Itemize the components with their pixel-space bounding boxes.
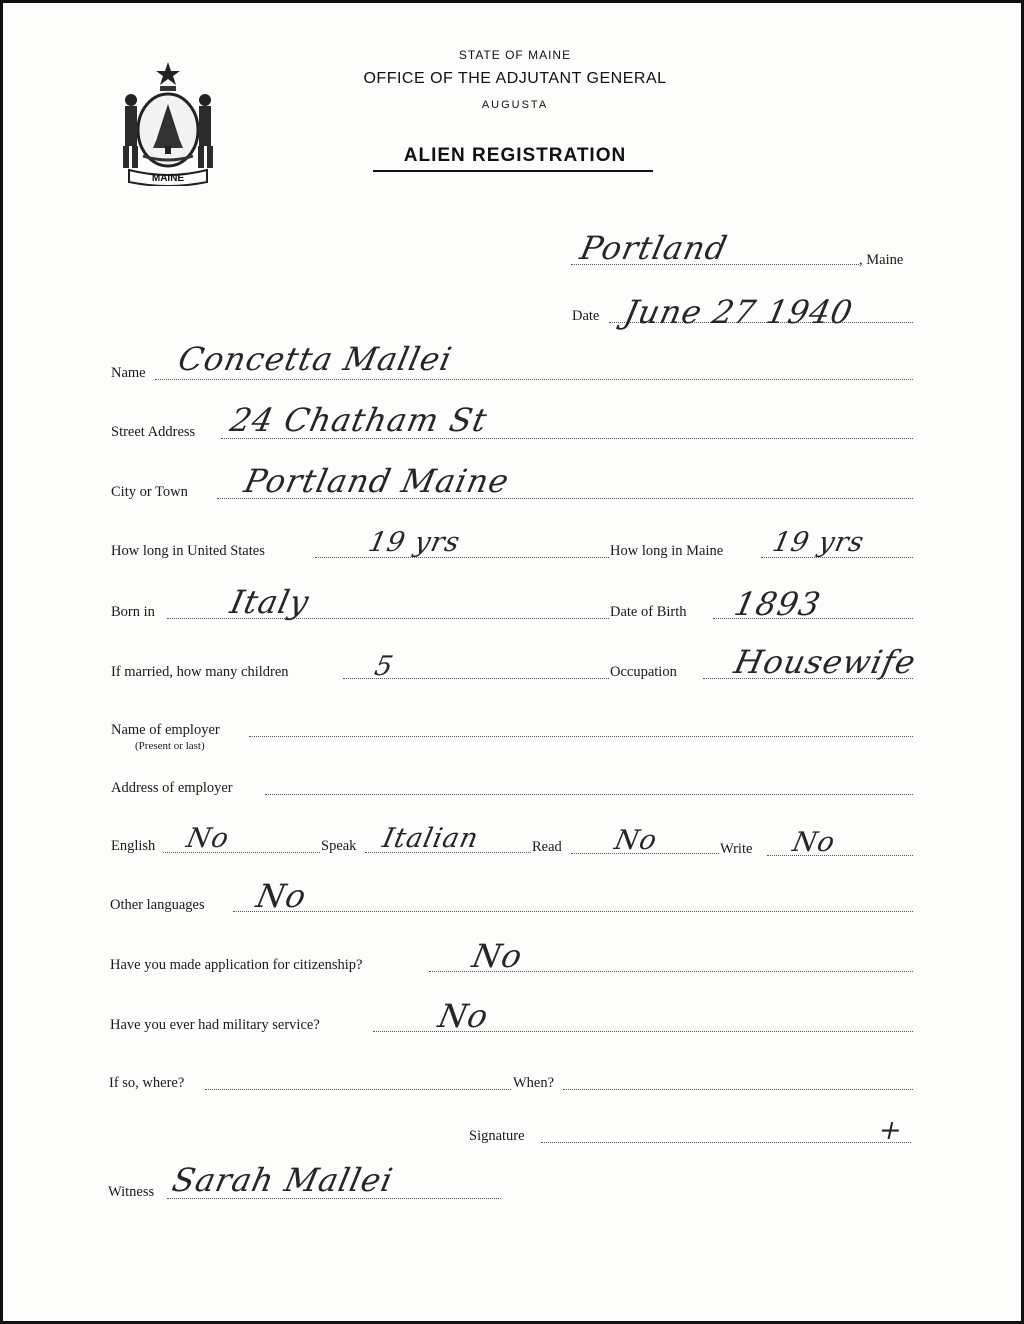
maine-label: , Maine: [859, 252, 904, 268]
born-in-label: Born in: [111, 604, 155, 620]
signature-label: Signature: [469, 1128, 525, 1144]
how-long-us-label: How long in United States: [111, 543, 265, 559]
date-of-birth-label: Date of Birth: [610, 604, 687, 620]
name-line: [155, 379, 913, 380]
date-of-birth-value: 1893: [730, 585, 825, 623]
city-value: Portland Maine: [240, 462, 513, 500]
street-address-label: Street Address: [111, 424, 196, 440]
write-value: No: [789, 827, 839, 858]
header-city: AUGUSTA: [481, 99, 549, 111]
how-long-us-value: 19 yrs: [365, 527, 464, 558]
children-value: 5: [371, 651, 397, 682]
witness-value: Sarah Mallei: [168, 1161, 397, 1199]
read-label: Read: [532, 839, 562, 855]
citizenship-label: Have you made application for citizenship?: [110, 957, 363, 973]
city-label: City or Town: [111, 484, 188, 500]
employer-note: (Present or last): [135, 740, 205, 752]
title-underline: [373, 170, 653, 172]
employer-address-label: Address of employer: [111, 780, 233, 796]
how-long-maine-value: 19 yrs: [769, 527, 868, 558]
street-address-value: 24 Chatham St: [226, 401, 491, 439]
born-in-value: Italy: [226, 583, 313, 621]
military-value: No: [434, 997, 493, 1035]
witness-label: Witness: [108, 1184, 155, 1200]
place-value: Portland: [576, 229, 732, 267]
when-label: When?: [513, 1075, 555, 1091]
employer-name-label: Name of employer: [111, 722, 220, 738]
military-label: Have you ever had military service?: [110, 1017, 320, 1033]
if-so-where-label: If so, where?: [109, 1075, 185, 1091]
employer-name-line: [249, 736, 913, 737]
header-state: STATE OF MAINE: [458, 48, 572, 62]
name-value: Concetta Mallei: [174, 340, 456, 378]
signature-value: +: [875, 1115, 906, 1146]
when-line: [563, 1089, 913, 1090]
english-value: No: [183, 823, 233, 854]
signature-line: [541, 1142, 911, 1143]
children-label: If married, how many children: [111, 664, 289, 680]
date-label: Date: [572, 308, 600, 324]
svg-text:MAINE: MAINE: [151, 173, 185, 184]
form-title: ALIEN REGISTRATION: [403, 145, 627, 166]
how-long-maine-label: How long in Maine: [610, 543, 724, 559]
read-value: No: [611, 825, 661, 856]
speak-label: Speak: [321, 838, 357, 854]
citizenship-value: No: [468, 937, 527, 975]
write-line: [767, 855, 913, 856]
how-long-us-line: [315, 557, 609, 558]
write-label: Write: [720, 841, 753, 857]
english-label: English: [111, 838, 156, 854]
other-languages-value: No: [252, 877, 311, 915]
employer-address-line: [265, 794, 913, 795]
occupation-value: Housewife: [730, 643, 920, 681]
speak-value: Italian: [379, 823, 482, 854]
date-value: June 27 1940: [620, 293, 857, 331]
occupation-label: Occupation: [610, 664, 677, 680]
name-label: Name: [111, 365, 146, 381]
header-office: OFFICE OF THE ADJUTANT GENERAL: [363, 70, 667, 87]
if-so-where-line: [205, 1089, 511, 1090]
other-languages-line: [233, 911, 913, 912]
other-languages-label: Other languages: [110, 897, 205, 913]
